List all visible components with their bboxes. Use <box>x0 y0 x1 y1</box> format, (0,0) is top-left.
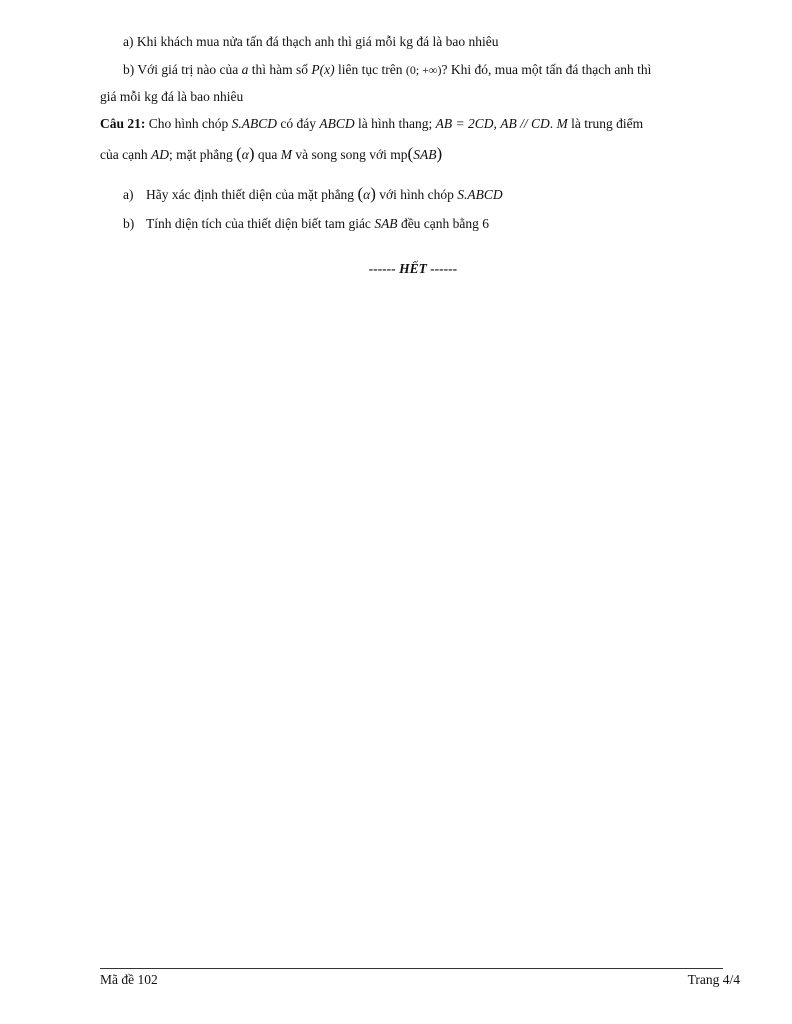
footer-rule <box>100 968 723 969</box>
question-21-line-2: của cạnh AD; mặt phẳng (α) qua M và song song với mp(SAB) <box>100 144 443 163</box>
footer-exam-code: Mã đề 102 <box>100 972 158 987</box>
footer-page-number: Trang 4/4 <box>687 972 740 987</box>
q21-label: Câu 21: <box>100 116 146 131</box>
question-20-part-b-continued <box>100 88 243 106</box>
plane-sab: SAB <box>413 147 437 162</box>
q21-a-pre: Hãy xác định thiết diện của mặt phẳng <box>146 187 358 202</box>
q21-line2-mid2: qua <box>254 147 281 162</box>
q21-t1: Cho hình chóp <box>145 116 232 131</box>
pyramid-sabcd-2: S.ABCD <box>457 187 503 202</box>
q21-comma: , <box>493 116 501 131</box>
function-p-x: P(x) <box>311 62 335 77</box>
q21-a-label: a) <box>123 187 134 202</box>
q21-b-post: đều cạnh bằng 6 <box>397 216 490 231</box>
base-abcd: ABCD <box>319 116 355 131</box>
interval: (0; +∞) <box>405 63 442 77</box>
q21-b-pre: Tính diện tích của thiết diện biết tam giác <box>146 216 375 231</box>
q20-b-pre: b) Với giá trị nào của <box>123 62 242 77</box>
pyramid-sabcd: S.ABCD <box>231 116 278 131</box>
point-m-2: M <box>280 147 293 162</box>
question-21-part-b <box>123 215 489 233</box>
question-20-part-b <box>123 61 651 79</box>
triangle-sab: SAB <box>374 216 398 231</box>
q20-b-mid2: liên tục trên <box>334 62 406 77</box>
edge-ad: AD <box>150 147 169 162</box>
plane-alpha: α <box>241 147 249 162</box>
q20-b-cont: giá mỗi kg đá là bao nhiêu <box>100 89 244 104</box>
eq-ab-parallel-cd: AB // CD <box>500 116 550 131</box>
q21-line2-pre: của cạnh <box>100 147 151 162</box>
q21-line2-mid3: và song song với mp <box>292 147 408 162</box>
question-21-part-a: a) Hãy xác định thiết diện của mặt phẳng (α) với hình chóp S.ABCD <box>123 184 503 203</box>
q21-t4: . <box>549 116 557 131</box>
end-mark: ------ HẾT ------ <box>368 261 458 276</box>
q21-t2: có đáy <box>277 116 320 131</box>
q21-b-label: b) <box>123 216 135 231</box>
q21-t5: là trung điểm <box>567 116 644 131</box>
question-20-part-a <box>123 33 498 51</box>
question-21-line-1 <box>100 115 643 133</box>
q20-b-mid: thì hàm số <box>248 62 312 77</box>
q20-a-text: a) Khi khách mua nửa tấn đá thạch anh thì giá mỗi kg đá là bao nhiêu <box>123 34 499 49</box>
q21-line2-mid: ; mặt phẳng <box>168 147 237 162</box>
var-a: a <box>241 62 249 77</box>
eq-ab-2cd: AB = 2CD <box>435 116 494 131</box>
q20-b-post: ? Khi đó, mua một tấn đá thạch anh thì <box>441 62 652 77</box>
plane-alpha-2: α <box>363 187 371 202</box>
q21-t3: là hình thang; <box>354 116 436 131</box>
point-m: M <box>556 116 568 131</box>
q21-a-mid: với hình chóp <box>375 187 458 202</box>
